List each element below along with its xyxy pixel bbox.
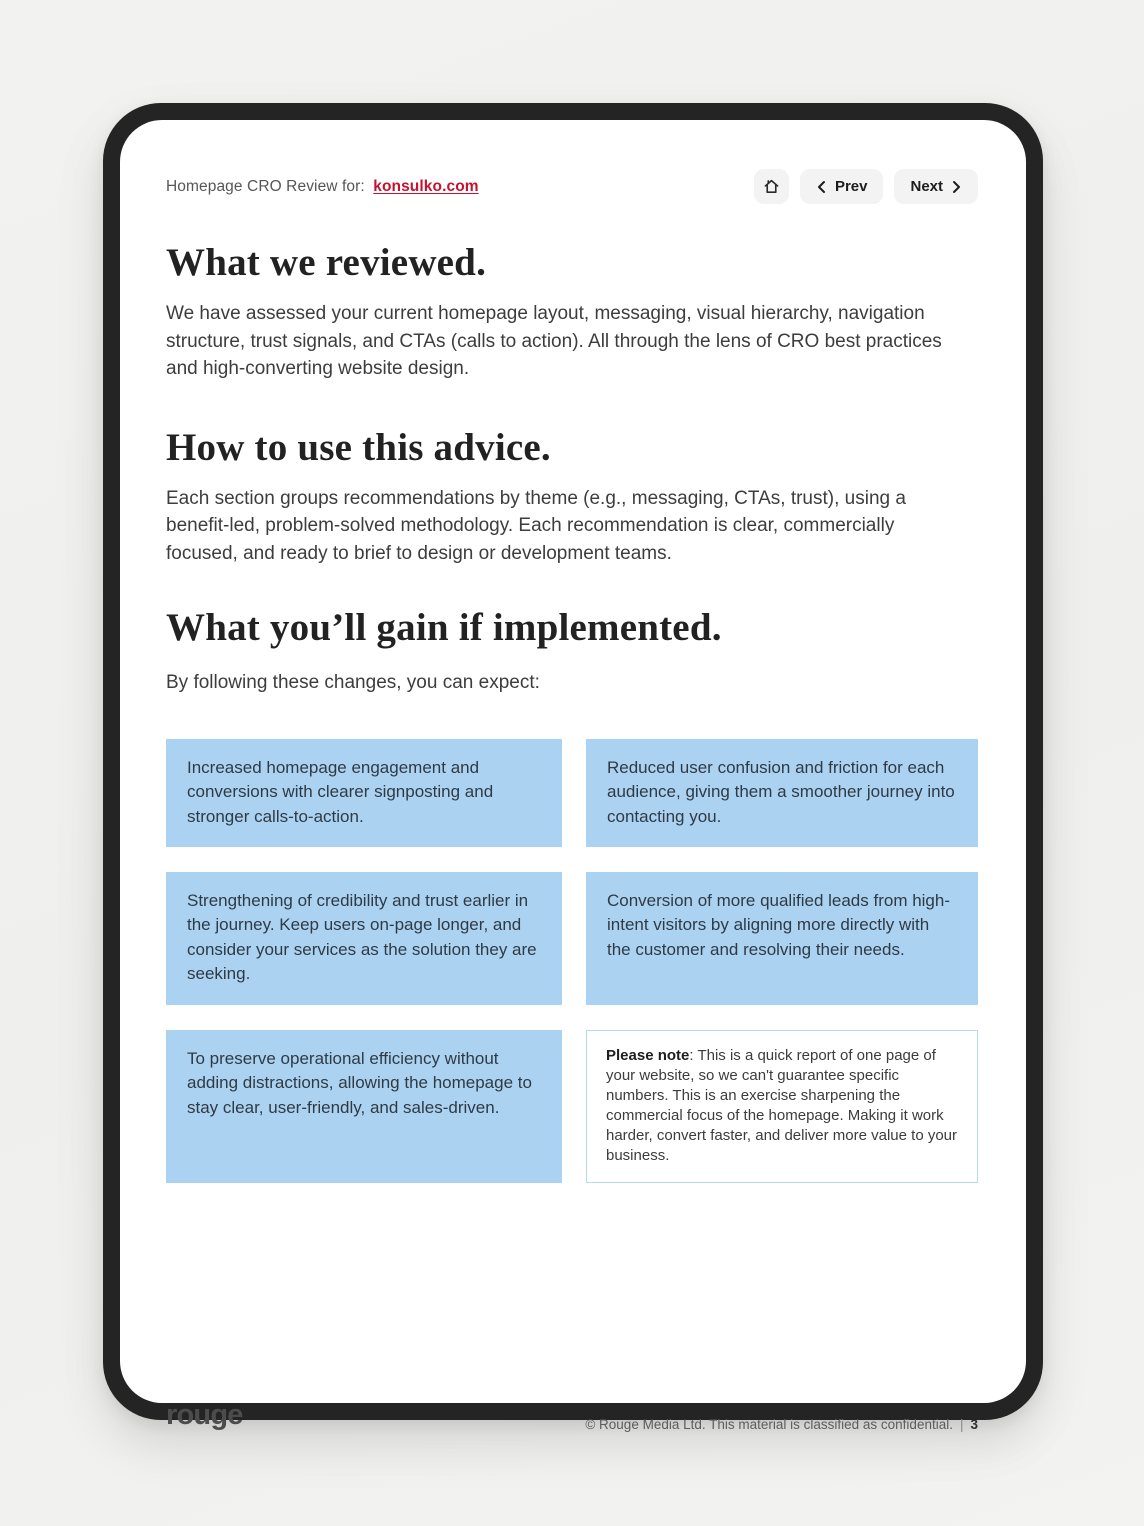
prev-button-label: Prev (834, 178, 868, 195)
note-card (586, 1030, 978, 1183)
page-content (120, 169, 1026, 1452)
section-body-what-we-reviewed: We have assessed your current homepage layout, messaging, visual hierarchy, navigation structure, trust signals, and CTAs (calls to action). All through the lens of CRO best practices and high-converting website design. (166, 303, 942, 379)
chevron-left-icon (816, 180, 827, 194)
top-bar (166, 169, 978, 204)
note-text: : This is a quick report of one page of your website, so we can't guarantee specific numbers. This is an exercise sharpening the commercial focus of the homepage. Making it work harder, convert faster, and deliver more value to your business. (606, 1046, 958, 1164)
next-button-label: Next (910, 178, 943, 195)
benefits-grid (166, 739, 978, 1183)
home-icon (762, 177, 781, 196)
home-button[interactable] (754, 169, 789, 204)
chevron-right-icon (951, 180, 962, 194)
document-title (166, 178, 479, 196)
prev-button[interactable] (800, 169, 884, 204)
footer-copyright (585, 1417, 978, 1432)
section-heading-how-to-use: How to use this advice. (166, 425, 551, 469)
benefit-card-conversion: Conversion of more qualified leads from high-intent visitors by aligning more directly with the customer and resolving their needs. (586, 872, 978, 1005)
tablet-frame (103, 103, 1043, 1432)
page-footer (166, 1399, 978, 1432)
section-heading-what-you-gain: What you’ll gain if implemented. (166, 606, 722, 649)
site-link[interactable]: konsulko.com (373, 177, 479, 195)
benefit-card-confusion: Reduced user confusion and friction for each audience, giving them a smoother journey into contacting you. (586, 739, 978, 847)
document-title-prefix: Homepage CRO Review for: (166, 177, 365, 195)
pager-nav (754, 169, 978, 204)
copyright-text: © Rouge Media Ltd. This material is classified as confidential. (585, 1417, 953, 1432)
section-body-how-to-use: Each section groups recommendations by theme (e.g., messaging, CTAs, trust), using a benefit-led, problem-solved methodology. Each recommendation is clear, commercially focused, and ready to brief to design or development teams. (166, 487, 906, 564)
section-body-what-you-gain: By following these changes, you can expect: (166, 672, 540, 693)
benefit-card-credibility: Strengthening of credibility and trust earlier in the journey. Keep users on-page longer, and consider your services as the solution they are seeking. (166, 872, 562, 1005)
page-number: 3 (970, 1417, 978, 1432)
next-button[interactable] (894, 169, 978, 204)
benefit-card-engagement: Increased homepage engagement and conversions with clearer signposting and stronger calls-to-action. (166, 739, 562, 847)
section-heading-what-we-reviewed: What we reviewed. (166, 241, 487, 284)
benefit-card-efficiency: To preserve operational efficiency without adding distractions, allowing the homepage to stay clear, user-friendly, and sales-driven. (166, 1030, 562, 1183)
note-label: Please note (606, 1046, 690, 1064)
report-page (120, 120, 1026, 1432)
rouge-logo: rouge (166, 1399, 243, 1431)
footer-separator: | (959, 1417, 964, 1432)
